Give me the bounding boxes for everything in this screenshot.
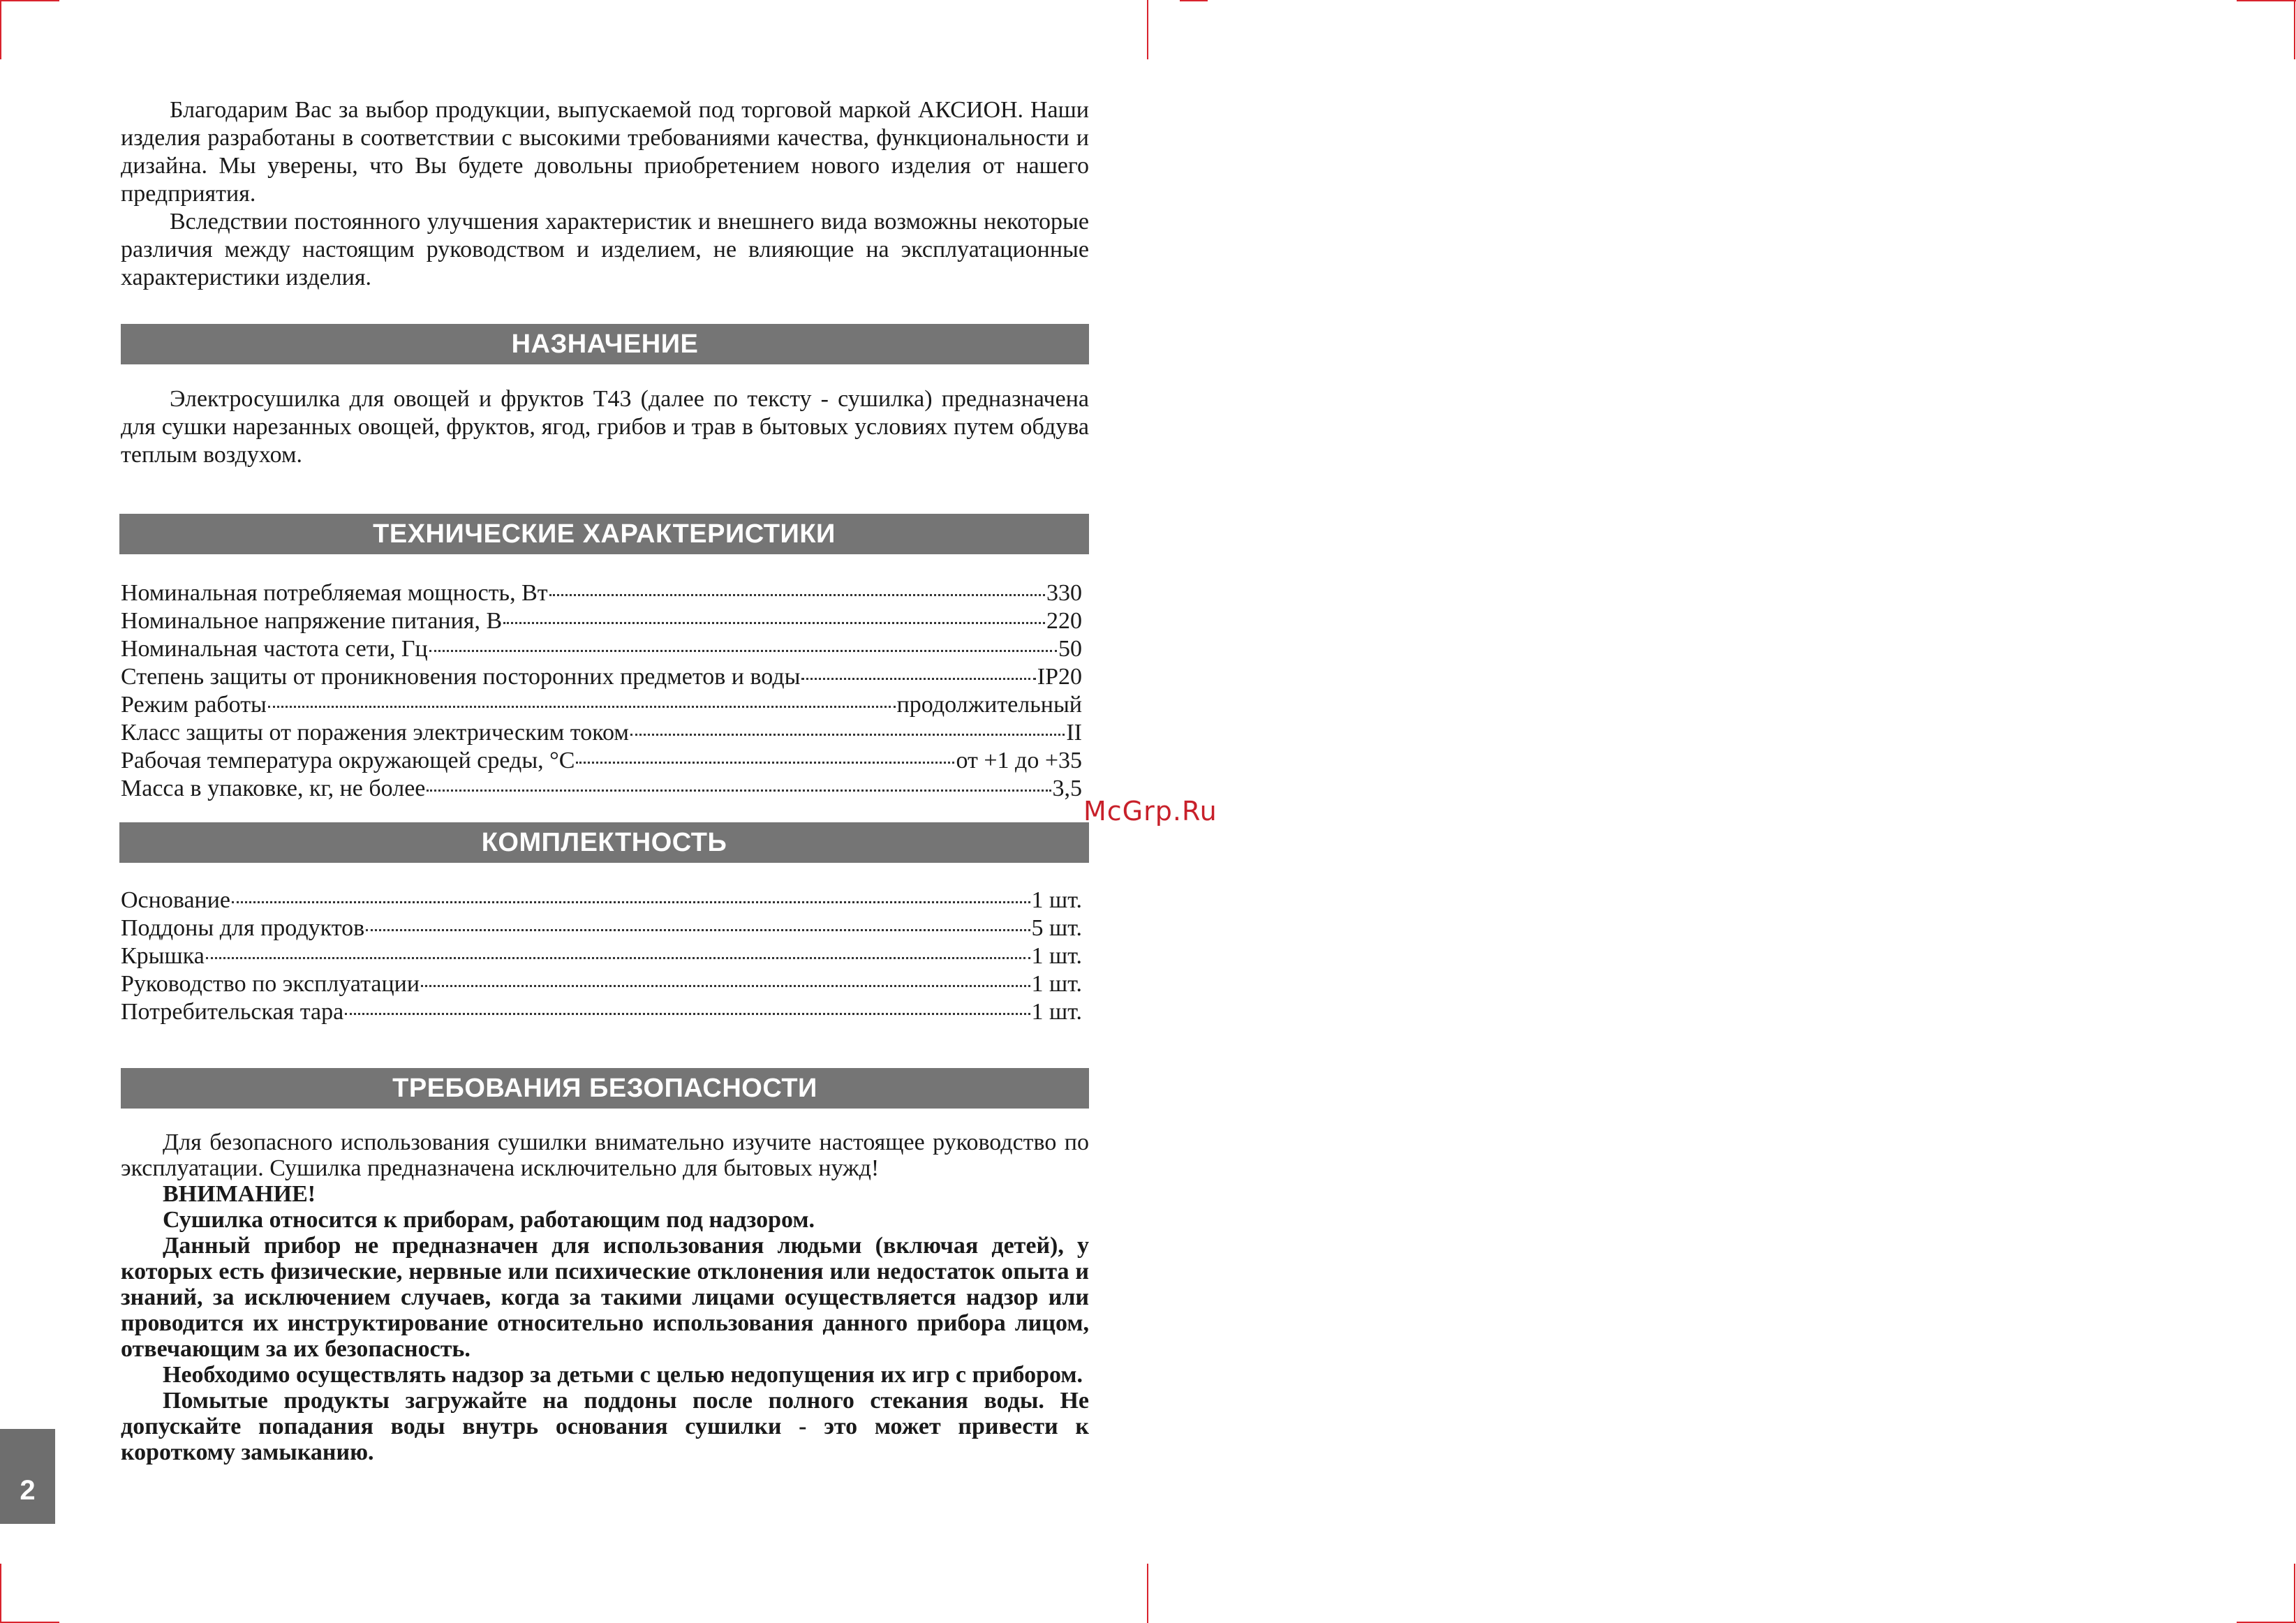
dot-leader xyxy=(549,594,1045,596)
page-content xyxy=(121,96,1089,1465)
spec-row xyxy=(121,691,1082,719)
crop-mark xyxy=(0,0,1,59)
crop-mark xyxy=(2237,0,2296,1)
spec-row xyxy=(121,663,1082,691)
row-label: Крышка xyxy=(121,943,205,969)
row-label: Номинальная потребляемая мощность, Вт xyxy=(121,580,548,606)
dot-leader xyxy=(206,957,1030,959)
safety-paragraph: Помытые продукты загружайте на поддоны после полного стекания воды. Не допускайте попадания воды внутрь основания сушилки - это может привести к короткому замыканию. xyxy=(121,1388,1089,1465)
row-value: 220 xyxy=(1046,608,1082,634)
spec-row xyxy=(121,607,1082,635)
watermark-text: McGrp.Ru xyxy=(1083,796,1217,827)
dot-leader xyxy=(630,734,1065,736)
supervised-warning: Сушилка относится к приборам, работающим под надзором. xyxy=(163,1207,815,1233)
crop-mark xyxy=(0,1564,1,1623)
row-value: 1 шт. xyxy=(1031,999,1082,1025)
intro-paragraph: Благодарим Вас за выбор продукции, выпускаемой под торговой маркой АКСИОН. Наши изделия разработаны в соответствии с высокими требованиями качества, функциональности и дизайна. Мы уверены, что Вы будете довольны приобретением нового изделия от нашего предприятия. xyxy=(121,97,1089,207)
row-label: Масса в упаковке, кг, не более xyxy=(121,776,426,801)
crop-mark xyxy=(1147,0,1148,59)
safety-paragraph: Необходимо осуществлять надзор за детьми с целью недопущения их игр с прибором. xyxy=(163,1362,1083,1388)
row-value: 330 xyxy=(1046,580,1082,606)
section-title-specs: ТЕХНИЧЕСКИЕ ХАРАКТЕРИСТИКИ xyxy=(119,514,1089,554)
row-label: Номинальная частота сети, Гц xyxy=(121,636,428,662)
specs-list xyxy=(121,579,1082,803)
row-label: Класс защиты от поражения электрическим током xyxy=(121,720,629,746)
page-number: 2 xyxy=(20,1474,36,1506)
crop-mark xyxy=(1180,0,1208,1)
kit-row xyxy=(121,970,1082,998)
dot-leader xyxy=(427,790,1051,792)
dot-leader xyxy=(421,985,1030,987)
row-label: Рабочая температура окружающей среды, °С xyxy=(121,748,575,773)
spec-row xyxy=(121,579,1082,607)
kit-row xyxy=(121,998,1082,1026)
kit-row xyxy=(121,914,1082,942)
section-title-kit: КОМПЛЕКТНОСТЬ xyxy=(119,822,1089,863)
dot-leader xyxy=(576,762,954,764)
kit-row xyxy=(121,942,1082,970)
dot-leader xyxy=(232,901,1030,903)
crop-mark xyxy=(2294,0,2295,59)
dot-leader xyxy=(429,650,1057,652)
purpose-paragraph: Электросушилка для овощей и фруктов Т43 (далее по тексту - сушилка) предназначена для сушки нарезанных овощей, фруктов, ягод, грибов и трав в бытовых условиях путем обдува теплым воздухом. xyxy=(121,386,1089,468)
row-value: 1 шт. xyxy=(1031,971,1082,997)
row-value: от +1 до +35 xyxy=(956,748,1082,773)
crop-mark xyxy=(0,0,59,1)
row-value: 50 xyxy=(1058,636,1082,662)
safety-paragraph: Данный прибор не предназначен для использования людьми (включая детей), у которых есть физические, нервные или психические отклонения или недостаток опыта и знаний, за исключением случаев, когда за такими лицами осуществляется надзор или проводится их инструктирование относительно использования данного прибора лицом, отвечающим за их безопасность. xyxy=(121,1233,1089,1362)
row-value: II xyxy=(1066,720,1082,746)
spec-row xyxy=(121,719,1082,747)
dot-leader xyxy=(345,1013,1030,1015)
safety-paragraph: Для безопасного использования сушилки внимательно изучите настоящее руководство по эксплуатации. Сушилка предназначена исключительно для бытовых нужд! xyxy=(121,1129,1089,1181)
dot-leader xyxy=(366,929,1030,931)
spec-row xyxy=(121,747,1082,775)
row-label: Номинальное напряжение питания, В xyxy=(121,608,503,634)
intro-paragraph: Вследствии постоянного улучшения характеристик и внешнего вида возможны некоторые различия между настоящим руководством и изделием, не влияющие на эксплуатационные характеристики изделия. xyxy=(121,209,1089,290)
kit-row xyxy=(121,887,1082,914)
row-value: IP20 xyxy=(1037,664,1082,690)
row-value: продолжительный xyxy=(896,692,1082,718)
row-label: Руководство по эксплуатации xyxy=(121,971,420,997)
section-title-safety: ТРЕБОВАНИЯ БЕЗОПАСНОСТИ xyxy=(121,1068,1089,1109)
row-value: 3,5 xyxy=(1052,776,1082,801)
kit-list xyxy=(121,887,1082,1026)
dot-leader xyxy=(503,622,1045,624)
spec-row xyxy=(121,775,1082,803)
crop-mark xyxy=(1147,1564,1148,1623)
attention-heading: ВНИМАНИЕ! xyxy=(163,1181,316,1207)
page-number-tab xyxy=(0,1429,55,1524)
row-label: Основание xyxy=(121,887,231,913)
section-title-purpose: НАЗНАЧЕНИЕ xyxy=(121,324,1089,364)
row-label: Степень защиты от проникновения посторонних предметов и воды xyxy=(121,664,801,690)
row-value: 1 шт. xyxy=(1031,887,1082,913)
dot-leader xyxy=(801,678,1035,680)
dot-leader xyxy=(268,706,896,708)
row-label: Потребительская тара xyxy=(121,999,344,1025)
spec-row xyxy=(121,635,1082,663)
row-value: 1 шт. xyxy=(1031,943,1082,969)
crop-mark xyxy=(2294,1564,2295,1623)
row-label: Режим работы xyxy=(121,692,267,718)
row-value: 5 шт. xyxy=(1031,915,1082,941)
row-label: Поддоны для продуктов xyxy=(121,915,365,941)
